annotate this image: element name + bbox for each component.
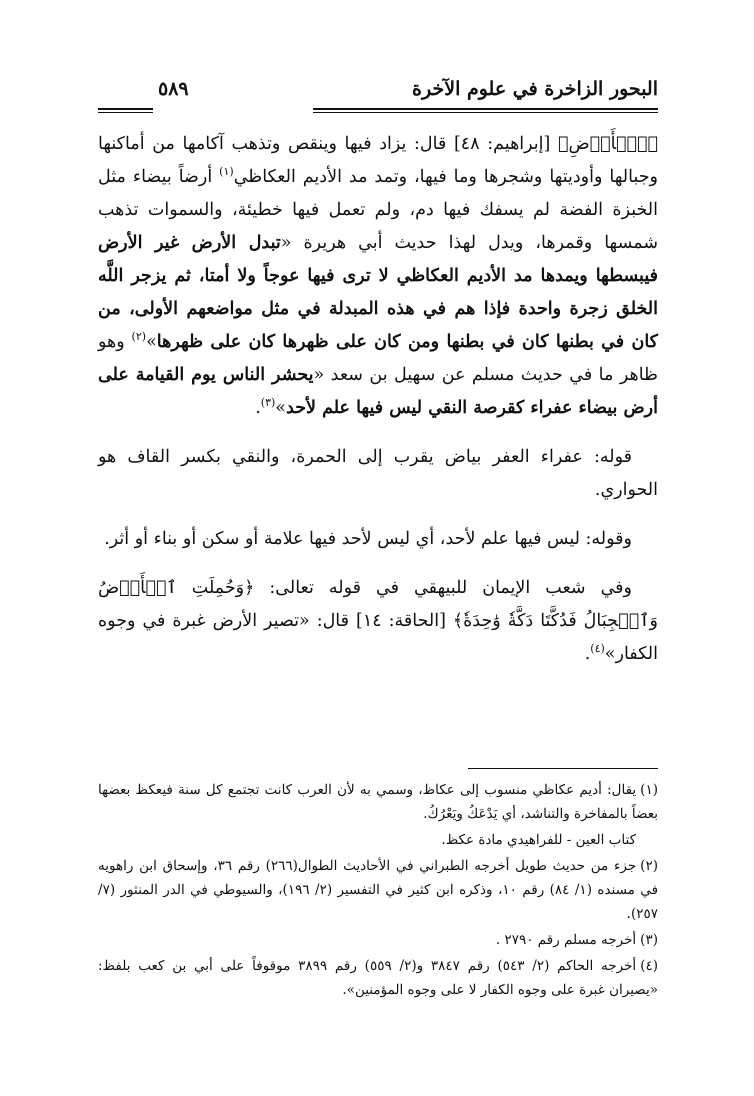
footnotes: [98, 778, 658, 1004]
p1-text-5: »: [275, 398, 287, 418]
footnote-text: أخرجه مسلم رقم ٢٧٩٠ .: [495, 932, 637, 948]
paragraph-1: [98, 128, 658, 425]
book-title: البحور الزاخرة في علوم الآخرة: [412, 78, 658, 100]
main-text: [98, 128, 658, 671]
footnote-number: (١): [640, 782, 658, 798]
footnote-number: (٣): [640, 932, 658, 948]
hadith-quote-2: يحشر الناس يوم القيامة على أرض بيضاء عفراء كقرصة النقي ليس فيها علم لأحد: [98, 365, 658, 418]
p4-text-1: وفي شعب الإيمان للبيهقي في قوله تعالى: ﴿وَحُمِلَتِ ٱلۡأَرۡضُ وَٱلۡجِبَالُ فَدُكَّتَا دَكَّةٗ وَٰحِدَةٗ﴾ [الحاقة: ١٤] قال: «تصير الأرض غبرة في وجوه الكفار»: [98, 578, 658, 664]
header-rule-short: [98, 108, 153, 113]
footnote-ref-4[interactable]: (٤): [590, 642, 605, 656]
p4-text-2: .: [584, 644, 591, 664]
page-number: ٥٨٩: [158, 78, 189, 100]
p1-text-4: وهو ظاهر ما في حديث مسلم عن سهيل بن سعد «: [98, 332, 658, 385]
footnote-1: [98, 778, 658, 826]
running-header: [98, 72, 658, 114]
p1-text-6: .: [255, 398, 261, 418]
paragraph-4: [98, 572, 658, 671]
footnote-2: [98, 854, 658, 926]
book-page: [98, 72, 658, 1052]
footnote-number: (٤): [640, 958, 659, 974]
footnote-separator: [468, 768, 658, 769]
hadith-quote-1: تبدل الأرض غير الأرض فيبسطها ويمدها مد الأديم العكاظي لا ترى فيها عوجاً ولا أمتا، ثم يزجر اللَّه الخلق زجرة واحدة فإذا هم في هذه المبدلة في مثل مواضعهم الأولى، من كان في بطنها كان في بطنها ومن كان على ظهرها كان على ظهرها: [98, 233, 658, 352]
paragraph-3: وقوله: ليس فيها علم لأحد، أي ليس لأحد فيها علامة أو سكن أو بناء أو أثر.: [104, 529, 632, 549]
footnote-text: جزء من حديث طويل أخرجه الطبراني في الأحاديث الطوال(٢٦٦) رقم ٣٦، وإسحاق ابن راهويه في مسنده (١/ ٨٤) رقم ١٠، وذكره ابن كثير في التفسير (٢/ ١٩٦)، والسيوطي في الدر المنثور (٧/ ٢٥٧).: [98, 858, 659, 922]
footnote-1-source: كتاب العين - للفراهيدي مادة عكظ.: [441, 832, 636, 848]
footnote-ref-2[interactable]: (٢): [131, 330, 147, 344]
header-rule-long: [313, 108, 658, 113]
footnote-ref-1[interactable]: (١): [219, 165, 234, 179]
p1-text-3: »: [146, 332, 157, 352]
paragraph-2: قوله: عفراء العفر بياض يقرب إلى الحمرة، والنقي بكسر القاف هو الحواري.: [98, 447, 658, 500]
footnote-3: [98, 928, 658, 952]
footnote-text: يقال: أديم عكاظي منسوب إلى عكاظ، وسمي به لأن العرب كانت تجتمع كل سنة فيعكظ بعضها بعضاً بالمفاخرة والتناشد، أي يَدْعَكُ ويَعْرُكُ.: [98, 782, 658, 822]
footnote-4: [98, 954, 658, 1002]
footnote-ref-3[interactable]: (٣): [260, 396, 276, 410]
footnote-text: أخرجه الحاكم (٢/ ٥٤٣) رقم ٣٨٤٧ و(٢/ ٥٥٩) رقم ٣٨٩٩ موقوفاً على أبي بن كعب بلفظ: «يصيران غبرة على وجوه الكفار لا على وجوه المؤمنين».: [98, 958, 658, 998]
footnote-number: (٢): [640, 858, 658, 874]
p1-text-2: أرضاً بيضاء مثل الخبزة الفضة لم يسفك فيها دم، ولم تعمل فيها خطيئة، والسموات تذهب شمسها وقمرها، ويدل لهذا حديث أبي هريرة «: [98, 167, 658, 253]
p1-text-1: ﴿ٱلۡأَرۡضِ﴾ [إبراهيم: ٤٨] قال: يزاد فيها وينقص وتذهب آكامها من أماكنها وجبالها وأوديتها وشجرها وما فيها، وتمد مد الأديم العكاظي: [98, 134, 659, 187]
